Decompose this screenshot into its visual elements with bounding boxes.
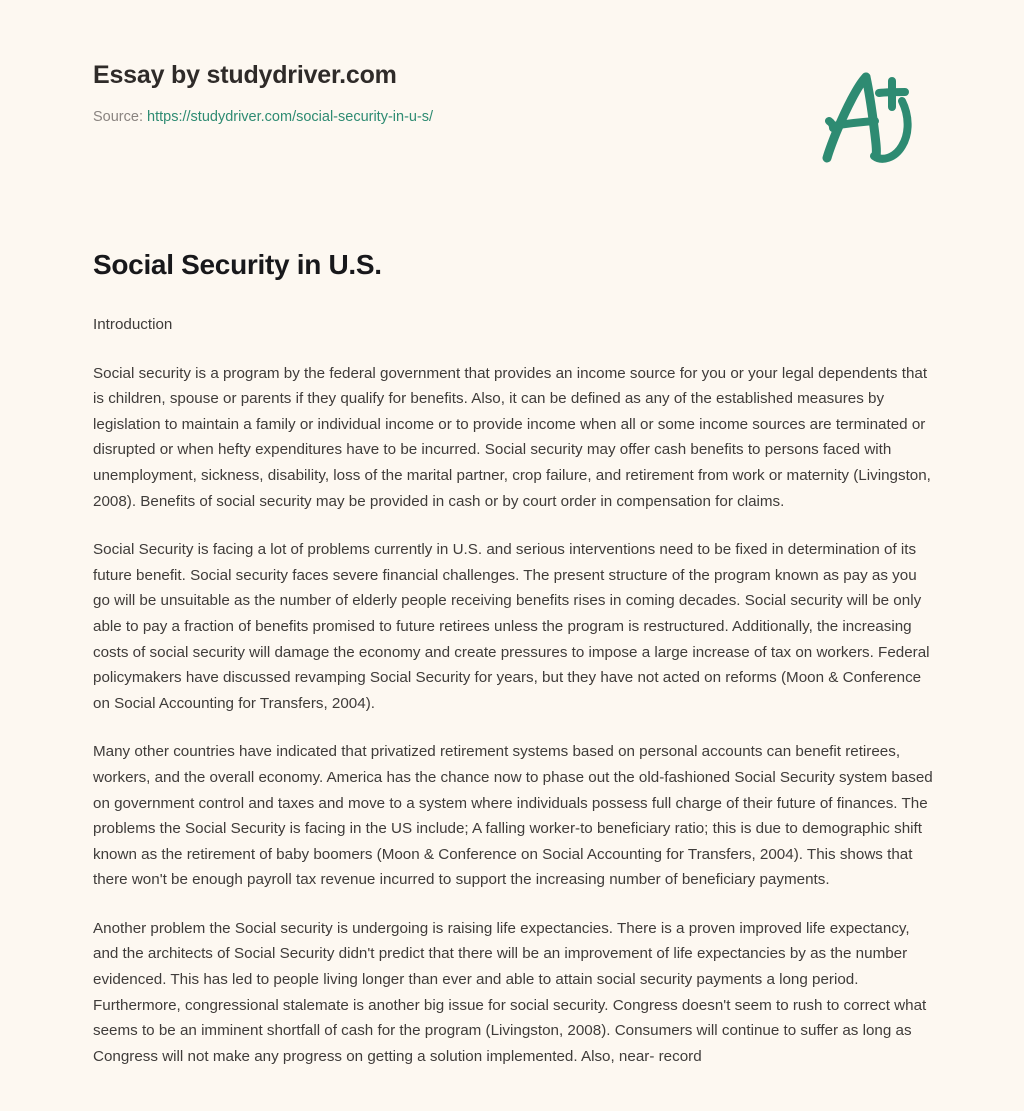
- source-label: Source:: [93, 109, 143, 125]
- source-url-link[interactable]: https://studydriver.com/social-security-in-u-s/: [147, 109, 434, 125]
- article-paragraph: Social security is a program by the federal government that provides an income source for you or your legal dependents that is children, spouse or parents if they qualify for benefits. Also, it can be defined as any of the established measures by legislation to maintain a family or individual income or to provide income when all or some income sources are terminated or disrupted or when hefty expenditures have to be incurred. Social security may offer cash benefits to persons faced with unemployment, sickness, disability, loss of the marital partner, crop failure, and retirement from work or maternity (Livingston, 2008). Benefits of social security may be provided in cash or by court order in compensation for claims.: [93, 364, 931, 510]
- studydriver-a-plus-logo[interactable]: [806, 63, 926, 173]
- page-header: [0, 0, 1024, 200]
- brand-title: Essay by studydriver.com: [93, 61, 397, 89]
- a-plus-icon: [806, 63, 926, 173]
- article-paragraph: Many other countries have indicated that privatized retirement systems based on personal accounts can benefit retirees, workers, and the overall economy. America has the chance now to phase out the old-fashioned Social Security system based on government control and taxes and move to a system where individuals possess full charge of their future of finances. The problems the Social Security is facing in the US include; A falling worker-to beneficiary ratio; this is due to demographic shift known as the retirement of baby boomers (Moon & Conference on Social Accounting for Transfers, 2004). This shows that there won't be enough payroll tax revenue incurred to support the increasing number of beneficiary payments.: [93, 743, 933, 889]
- section-label-introduction: Introduction: [93, 316, 173, 333]
- page-title: Social Security in U.S.: [93, 249, 382, 280]
- article: [93, 247, 933, 1092]
- article-body: [93, 312, 933, 1069]
- article-paragraph: Social Security is facing a lot of problems currently in U.S. and serious interventions need to be fixed in determination of its future benefit. Social security faces severe financial challenges. The present structure of the program known as pay as you go will be unsuitable as the number of elderly people receiving benefits rises in coming decades. Social security will be only able to pay a fraction of benefits promised to future retirees unless the program is restructured. Additionally, the increasing costs of social security will damage the economy and create pressures to impose a large increase of tax on workers. Federal policymakers have discussed revamping Social Security for years, but they have not acted on reforms (Moon & Conference on Social Accounting for Transfers, 2004).: [93, 541, 930, 712]
- source-line: [93, 107, 733, 127]
- brand-block: [93, 60, 733, 127]
- article-paragraph: Another problem the Social security is undergoing is raising life expectancies. There is a proven improved life expectancy, and the architects of Social Security didn't predict that there will be an improvement of life expectancies by as the number evidenced. This has led to people living longer than ever and able to attain social security payments a long period. Furthermore, congressional stalemate is another big issue for social security. Congress doesn't seem to rush to correct what seems to be an imminent shortfall of cash for the program (Livingston, 2008). Consumers will continue to suffer as long as Congress will not make any progress on getting a solution implemented. Also, near- record: [93, 919, 927, 1065]
